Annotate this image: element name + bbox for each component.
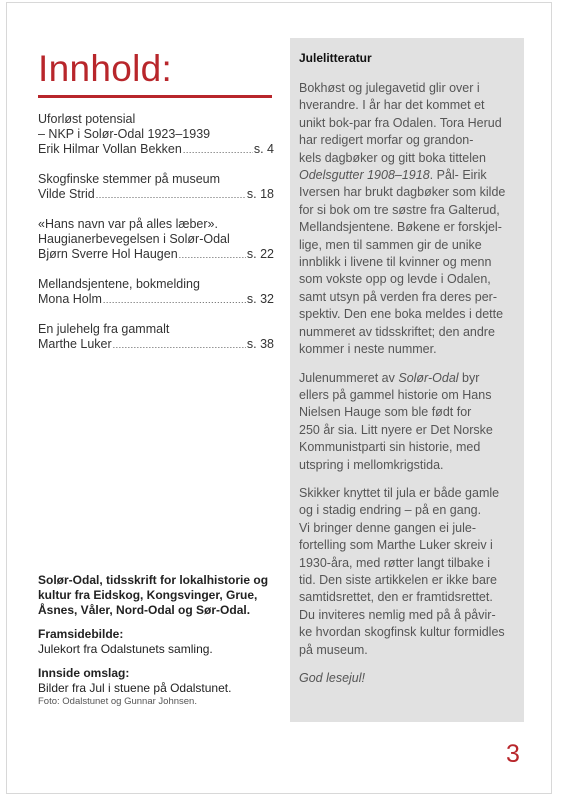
sidebar-line: Odelsgutter 1908–1918. Pål- Eirik [299,168,487,183]
toc-author: Erik Hilmar Vollan Bekken [38,142,182,156]
toc-entry [38,112,274,158]
sidebar-line: utspring i mellomkrigstida. [299,457,444,472]
toc-author-line [38,247,274,263]
toc-page-ref: s. 18 [246,187,274,201]
toc-author: Vilde Strid [38,187,95,201]
title-rule [38,95,272,98]
dot-leader [179,248,246,263]
toc-page-ref: s. 4 [253,142,274,156]
toc-entry-title: Haugianerbevegelsen i Solør-Odal [38,232,230,246]
inside-credit [38,666,286,708]
toc-author: Mona Holm [38,292,102,306]
sidebar-line: Du inviteres nemlig med på å påvir- [299,607,496,622]
photo-credit: Foto: Odalstunet og Gunnar Johnsen. [38,696,197,707]
toc-entry-title: Uforløst potensial [38,112,136,126]
sidebar-line: 250 år sia. Litt nyere er Det Norske [299,422,493,437]
toc-entry-title: En julehelg fra gammalt [38,322,170,336]
sidebar-paragraph [299,485,516,659]
toc-author-line [38,142,274,158]
journal-line: Solør-Odal, tidsskrift for lokalhistorie og [38,573,269,587]
sidebar-line: Bokhøst og julegavetid glir over i [299,81,480,95]
toc-author-line [38,187,274,203]
toc-entry-title: Mellandsjentene, bokmelding [38,277,200,291]
cover-text: Julekort fra Odalstunets samling. [38,642,213,656]
dot-leader [103,293,246,308]
toc-author-line [38,337,274,353]
toc-page-ref: s. 22 [246,247,274,261]
sidebar-line: på museum. [299,642,368,657]
sidebar-line: kommer i neste nummer. [299,342,437,357]
toc-page-ref: s. 38 [246,337,274,351]
sidebar-line: samt utsyn på verden fra deres per- [299,289,498,304]
journal-line: Åsnes, Våler, Nord-Odal og Sør-Odal. [38,603,251,617]
sidebar-signoff: God lesejul! [299,671,366,685]
cover-heading: Framsidebilde: [38,627,124,641]
table-of-contents [38,112,274,353]
sidebar-line: spektiv. Den ene boka meldes i dette [299,307,504,322]
sidebar-julelitteratur [290,38,524,722]
sidebar-line: 1930-åra, med røtter langt tilbake i [299,555,491,570]
sidebar-line: Nielsen Hauge som ble født for [299,405,472,420]
inside-heading: Innside omslag: [38,666,130,680]
sidebar-line: Kommunistparti sin historie, med [299,440,481,455]
sidebar-line: Mellandsjentene. Bøkene er forskjel- [299,220,502,235]
sidebar-heading: Julelitteratur [299,51,372,65]
toc-entry [38,322,274,353]
dot-leader [183,143,253,158]
toc-author: Bjørn Sverre Hol Haugen [38,247,178,261]
sidebar-line: nummeret av tidsskriftet; den andre [299,324,495,339]
page-number: 3 [506,740,520,768]
sidebar-line: som vokste opp og levde i Odalen, [299,272,491,287]
toc-author-line [38,292,274,308]
sidebar-paragraph [299,370,516,474]
toc-entry-title: Skogfinske stemmer på museum [38,172,221,186]
toc-entry [38,217,274,263]
sidebar-line: har redigert morfar og grandon- [299,133,474,148]
cover-credit [38,627,286,657]
sidebar-line: fortelling som Marthe Luker skreiv i [299,538,493,553]
sidebar-line: Vi bringer denne gangen ei jule- [299,520,476,535]
toc-entry-title: «Hans navn var på alles læber». [38,217,218,231]
toc-page-ref: s. 32 [246,292,274,306]
toc-author: Marthe Luker [38,337,112,351]
dot-leader [96,188,246,203]
toc-column [38,50,274,367]
sidebar-line: for si bok om tre søstre fra Galterud, [299,202,500,217]
journal-description [38,573,286,618]
sidebar-line: ke hvordan skogfinsk kultur formidles [299,625,505,640]
sidebar-line: Skikker knyttet til jula er både gamle [299,485,500,500]
sidebar-line: innblikk i livene til kvinner og menn [299,255,492,270]
inside-text: Bilder fra Jul i stuene på Odalstunet. [38,681,232,695]
sidebar-line: ellers på gammel historie om Hans [299,387,492,402]
sidebar-line: samtidsrettet, den er framtidsrettet. [299,590,493,605]
sidebar-line: tid. Den siste artikkelen er ikke bare [299,572,498,587]
journal-line: kultur fra Eidskog, Kongsvinger, Grue, [38,588,258,602]
sidebar-line: unikt bok-par fra Odalen. Tora Herud [299,115,502,130]
sidebar-line: og i stadig endring – på en gang. [299,503,482,518]
sidebar-paragraph [299,80,516,359]
sidebar-line: Julenummeret av Solør-Odal byr [299,370,480,385]
page-title: Innhold: [38,48,173,89]
sidebar-line: hverandre. I år har det kommet et [299,98,485,113]
toc-entry [38,277,274,308]
sidebar-line: kels dagbøker og gitt boka tittelen [299,150,486,165]
toc-entry [38,172,274,203]
dot-leader [113,338,246,353]
toc-entry-title: – NKP i Solør-Odal 1923–1939 [38,127,211,141]
journal-info [38,573,286,717]
sidebar-line: lige, men til sammen gir de unike [299,237,482,252]
sidebar-line: Iversen har brukt dagbøker som kilde [299,185,506,200]
